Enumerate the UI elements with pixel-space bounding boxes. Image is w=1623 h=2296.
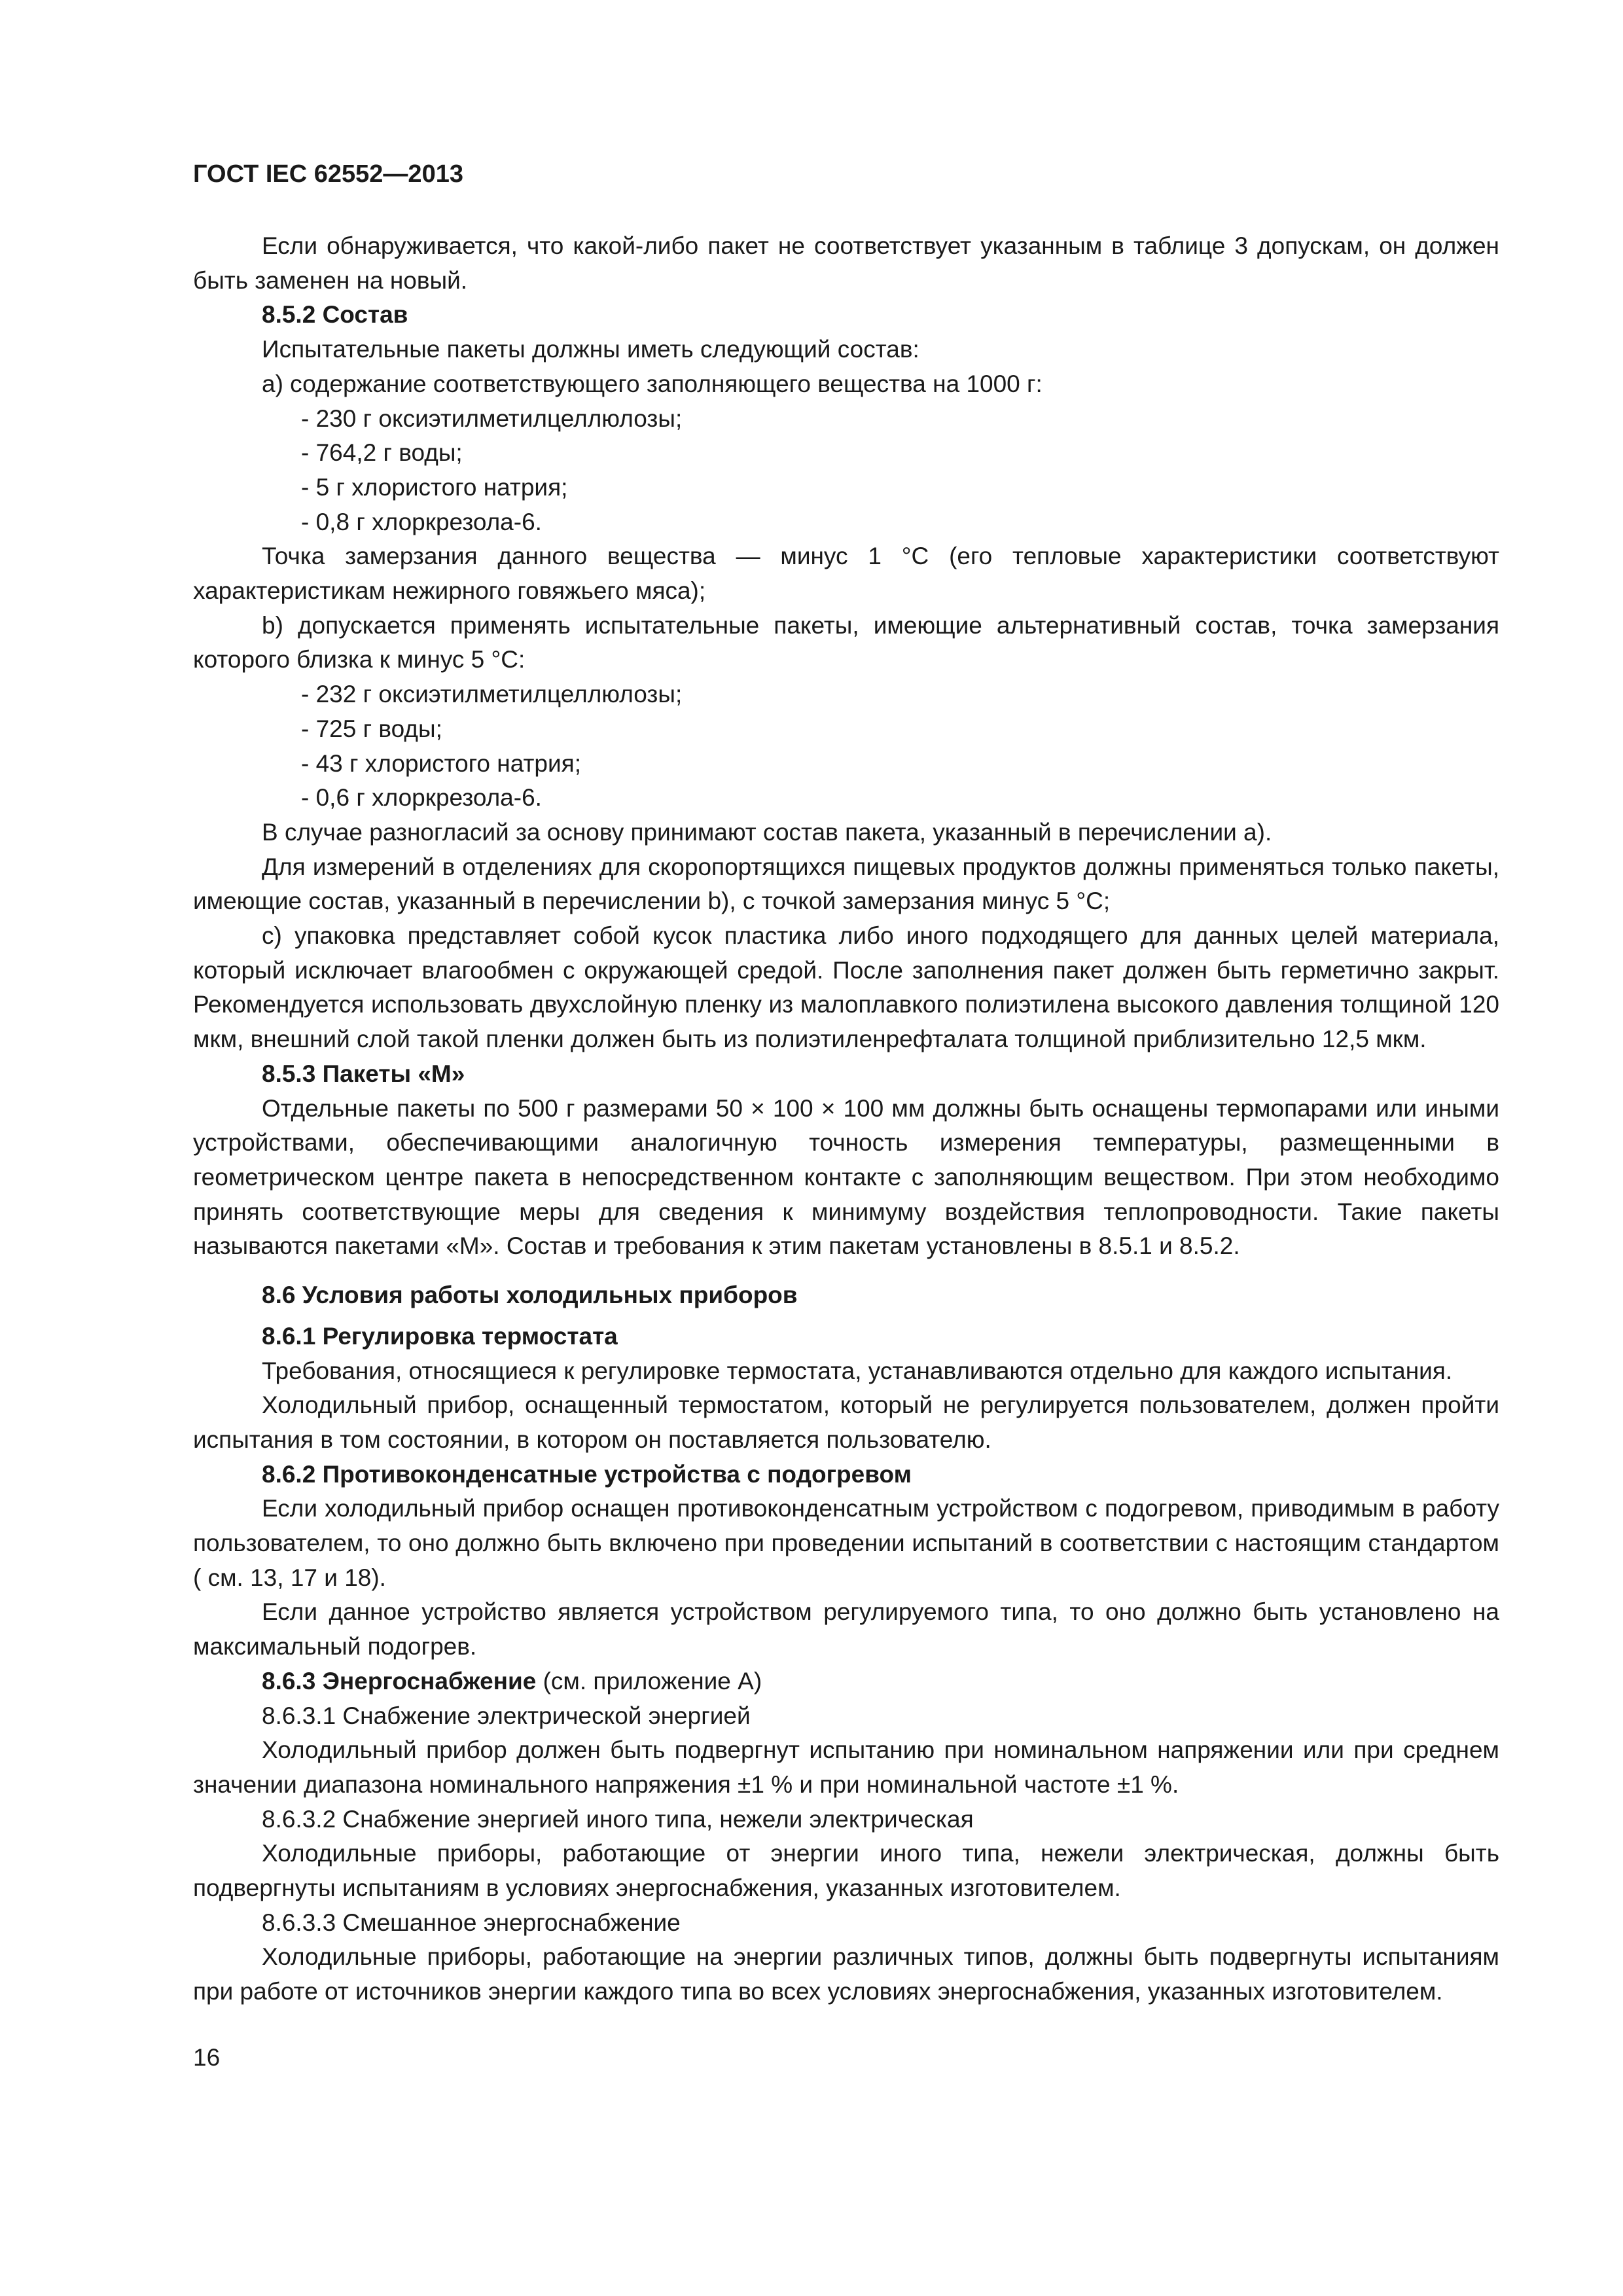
paragraph-anticondensate-1: Если холодильный прибор оснащен противоконденсатным устройством с подогревом, приводимым в работу пользователем, то оно должно быть включено при проведении испытаний в соответствии с настоящим стандартом ( см. 13, 17 и 18). [193,1495,1499,1591]
list-a-entry: - 0,8 г хлоркрезола-6. [301,508,542,535]
document-header: ГОСТ IEC 62552—2013 [193,160,463,188]
paragraph-thermostat-2: Холодильный прибор, оснащенный термостатом, который не регулируется пользователем, должен пройти испытания в том состоянии, в котором он поставляется пользователю. [193,1391,1499,1453]
paragraph-freezing-point: Точка замерзания данного вещества — минус 1 °С (его тепловые характеристики соответствуют характеристикам нежирного говяжьего мяса); [193,543,1499,605]
section-title-8-6-1: 8.6.1 Регулировка термостата [262,1322,618,1350]
section-title-8-6-2: 8.6.2 Противоконденсатные устройства с подогревом [262,1460,912,1488]
paragraph-m-packages: Отдельные пакеты по 500 г размерами 50 × 100 × 100 мм должны быть оснащены термопарами или иными устройствами, обеспечивающими аналогичную точность измерения температуры, размещенными в геометрическом центре пакета в непосредственном контакте с заполняющим веществом. При этом необходимо принять соответствующие меры для сведения к минимуму воздействия теплопроводности. Такие пакеты называются пакетами «М». Состав и требования к этим пакетам установлены в 8.5.1 и 8.5.2. [193,1094,1499,1260]
list-b-entry: - 43 г хлористого натрия; [301,749,581,777]
paragraph-measurement: Для измерений в отделениях для скоропортящихся пищевых продуктов должны применяться только пакеты, имеющие состав, указанный в перечислении b), с точкой замерзания минус 5 °С; [193,853,1499,915]
list-item-b: b) допускается применять испытательные пакеты, имеющие альтернативный состав, точка замерзания которого близка к минус 5 °С: [193,611,1499,673]
list-b-entry: - 232 г оксиэтилметилцеллюлозы; [301,681,683,708]
paragraph-anticondensate-2: Если данное устройство является устройством регулируемого типа, то оно должно быть установлено на максимальный подогрев. [193,1598,1499,1660]
paragraph-electric-supply: Холодильный прибор должен быть подвергнут испытанию при номинальном напряжении или при среднем значении диапазона номинального напряжения ±1 % и при номинальной частоте ±1 %. [193,1736,1499,1798]
list-b-entry: - 0,6 г хлоркрезола-6. [301,784,542,812]
list-b-entry: - 725 г воды; [301,715,442,742]
section-title-8-6-3-2: 8.6.3.2 Снабжение энергией иного типа, нежели электрическая [262,1805,974,1833]
composition-list-b [193,677,1499,816]
section-title-8-6-3-1: 8.6.3.1 Снабжение электрической энергией [262,1702,751,1729]
document-page [193,157,1499,2075]
list-a-entry: - 230 г оксиэтилметилцеллюлозы; [301,404,683,432]
composition-intro: Испытательные пакеты должны иметь следующий состав: [262,336,919,363]
composition-list-a [193,402,1499,540]
list-a-entry: - 764,2 г воды; [301,439,463,467]
paragraph-dispute: В случае разногласий за основу принимают состав пакета, указанный в перечислении а). [262,818,1272,846]
section-title-8-6-3-bold: 8.6.3 Энергоснабжение [262,1667,537,1695]
section-title-8-6-3-ref: (см. приложение А) [536,1667,762,1695]
list-a-entry: - 5 г хлористого натрия; [301,473,568,501]
paragraph-mixed-energy: Холодильные приборы, работающие на энергии различных типов, должны быть подвергнуты испытаниям при работе от источников энергии каждого типа во всех условиях энергоснабжения, указанных изготовителем. [193,1943,1499,2005]
page-number: 16 [193,2043,221,2071]
list-item-a: а) содержание соответствующего заполняющего вещества на 1000 г: [262,370,1043,397]
paragraph-other-energy: Холодильные приборы, работающие от энергии иного типа, нежели электрическая, должны быть подвергнуты испытаниям в условиях энергоснабжения, указанных изготовителем. [193,1840,1499,1902]
list-item-c: с) упаковка представляет собой кусок пластика либо иного подходящего для данных целей материала, который исключает влагообмен с окружающей средой. После заполнения пакет должен быть герметично закрыт. Рекомендуется использовать двухслойную пленку из малоплавкого полиэтилена высокого давления толщиной 120 мкм, внешний слой такой пленки должен быть из полиэтиленрефталата толщиной приблизительно 12,5 мкм. [193,922,1499,1053]
paragraph-thermostat-1: Требования, относящиеся к регулировке термостата, устанавливаются отдельно для каждого испытания. [262,1357,1453,1384]
section-title-8-5-3: 8.5.3 Пакеты «М» [262,1060,465,1087]
section-title-8-6: 8.6 Условия работы холодильных приборов [262,1282,798,1309]
paragraph-replace-package: Если обнаруживается, что какой-либо пакет не соответствует указанным в таблице 3 допускам, он должен быть заменен на новый. [193,232,1499,294]
section-title-8-6-3-3: 8.6.3.3 Смешанное энергоснабжение [262,1909,681,1936]
section-title-8-6-3 [193,1664,1499,1699]
section-title-8-5-2: 8.5.2 Состав [262,301,408,329]
